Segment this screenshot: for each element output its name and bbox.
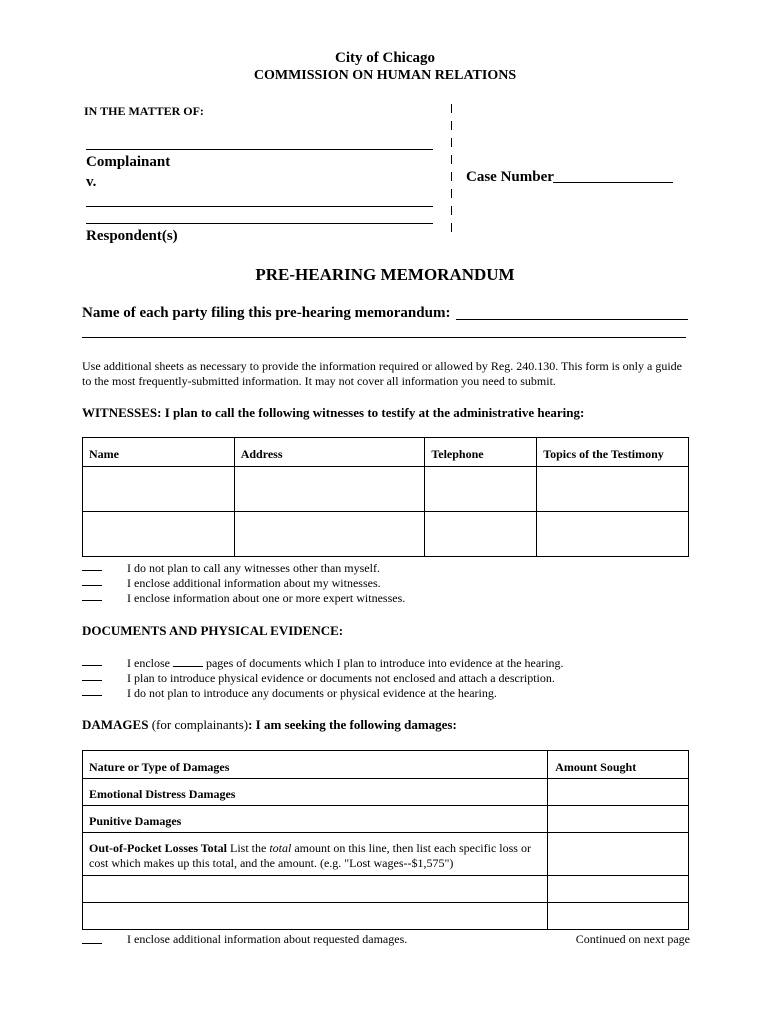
option-text: I do not plan to introduce any documents or physical evidence at the hearing.: [127, 686, 497, 700]
case-number-label: Case Number: [466, 169, 554, 185]
checkbox-blank[interactable]: [82, 932, 102, 944]
documents-heading: DOCUMENTS AND PHYSICAL EVIDENCE:: [82, 623, 344, 638]
respondent-line-2[interactable]: [86, 223, 433, 224]
checkbox-blank[interactable]: [82, 559, 102, 571]
option-text: [127, 656, 564, 671]
caption-divider: [451, 206, 452, 215]
versus-label: v.: [86, 174, 97, 190]
witness-telephone-cell[interactable]: [425, 512, 537, 557]
oop-post: amount on this line, then list each specific loss or cost which makes up this total, and the amount. (e.g. "Lost wages--$1,575"): [89, 841, 531, 870]
option-text: I do not plan to call any witnesses other than myself.: [127, 561, 380, 575]
punitive-amount[interactable]: [548, 806, 689, 833]
loss-amount-cell[interactable]: [548, 903, 689, 930]
list-item: [82, 671, 692, 686]
witness-topics-cell[interactable]: [537, 467, 689, 512]
col-topics: Topics of the Testimony: [537, 438, 689, 467]
witnesses-heading: WITNESSES: I plan to call the following witnesses to testify at the administrative hearing:: [82, 405, 585, 420]
damages-heading: [82, 717, 457, 733]
instructions-text: Use additional sheets as necessary to provide the information required or allowed by Reg. 240.130. This form is only a guide to the most frequently-submitted information. It may not cover all information you need to submit.: [82, 359, 682, 388]
respondents-label: Respondent(s): [86, 228, 178, 244]
out-of-pocket-label: [83, 833, 548, 876]
table-header-row: [83, 438, 689, 467]
witness-address-cell[interactable]: [234, 467, 425, 512]
respondent-line-1[interactable]: [86, 206, 433, 207]
enclose-suffix: pages of documents which I plan to introduce into evidence at the hearing.: [205, 656, 564, 670]
caption-divider: [451, 189, 452, 198]
table-row: [83, 467, 689, 512]
damages-enclose-option: [82, 932, 692, 948]
loss-amount-cell[interactable]: [548, 876, 689, 903]
caption-divider: [451, 121, 452, 130]
caption-divider: [451, 155, 452, 164]
commission-name: COMMISSION ON HUMAN RELATIONS: [253, 68, 517, 83]
list-item: [82, 561, 692, 576]
caption-divider: [451, 104, 452, 113]
table-row: [83, 903, 689, 930]
witness-name-cell[interactable]: [83, 512, 235, 557]
damages-heading-note: (for complainants): [148, 717, 249, 732]
complainant-label: Complainant: [86, 154, 171, 170]
damages-table: [82, 750, 689, 930]
punitive-label: Punitive Damages: [83, 806, 548, 833]
in-the-matter-label: IN THE MATTER OF:: [84, 104, 204, 118]
emotional-distress-amount[interactable]: [548, 779, 689, 806]
table-row: [83, 876, 689, 903]
loss-item-cell[interactable]: [83, 903, 548, 930]
list-item: [82, 656, 692, 671]
complainant-line[interactable]: [86, 149, 433, 150]
emotional-distress-label: Emotional Distress Damages: [83, 779, 548, 806]
caption-divider: [451, 223, 452, 232]
party-filing-field-1[interactable]: [456, 319, 688, 320]
continued-note: Continued on next page: [575, 932, 690, 946]
option-text: I plan to introduce physical evidence or documents not enclosed and attach a description.: [127, 671, 555, 685]
witness-topics-cell[interactable]: [537, 512, 689, 557]
caption-divider: [451, 172, 452, 181]
checkbox-blank[interactable]: [82, 574, 102, 586]
col-damage-type: Nature or Type of Damages: [83, 751, 548, 779]
checkbox-blank[interactable]: [82, 589, 102, 601]
city-name: City of Chicago: [335, 50, 435, 66]
damages-heading-rest: : I am seeking the following damages:: [248, 717, 457, 732]
table-row: [83, 806, 689, 833]
table-row: [83, 833, 689, 876]
page-title: PRE-HEARING MEMORANDUM: [255, 265, 515, 284]
checkbox-blank[interactable]: [82, 684, 102, 696]
page-count-field[interactable]: [173, 656, 203, 667]
col-amount-sought: Amount Sought: [548, 751, 689, 779]
table-row: [83, 512, 689, 557]
col-address: Address: [234, 438, 425, 467]
witness-name-cell[interactable]: [83, 467, 235, 512]
col-telephone: Telephone: [425, 438, 537, 467]
checkbox-blank[interactable]: [82, 669, 102, 681]
option-text: I enclose additional information about requested damages.: [127, 932, 408, 946]
option-text: I enclose additional information about my witnesses.: [127, 576, 381, 590]
checkbox-blank[interactable]: [82, 654, 102, 666]
list-item: [82, 591, 692, 606]
table-row: [83, 779, 689, 806]
witness-options: [82, 561, 692, 606]
party-filing-label: Name of each party filing this pre-hearing memorandum:: [82, 305, 451, 321]
oop-bold: Out-of-Pocket Losses Total: [89, 841, 227, 855]
document-options: [82, 656, 692, 701]
oop-pre: List the: [227, 841, 270, 855]
case-number-field[interactable]: [553, 182, 673, 183]
damages-heading-bold: DAMAGES: [82, 717, 149, 732]
col-name: Name: [83, 438, 235, 467]
caption-divider: [451, 138, 452, 147]
option-text: I enclose information about one or more expert witnesses.: [127, 591, 406, 605]
witnesses-table: [82, 437, 689, 557]
witness-address-cell[interactable]: [234, 512, 425, 557]
out-of-pocket-amount[interactable]: [548, 833, 689, 876]
oop-italic: total: [269, 841, 292, 855]
party-filing-field-2[interactable]: [82, 337, 686, 338]
list-item: [82, 686, 692, 701]
list-item: [82, 576, 692, 591]
witness-telephone-cell[interactable]: [425, 467, 537, 512]
table-header-row: [83, 751, 689, 779]
enclose-prefix: I enclose: [127, 656, 170, 670]
loss-item-cell[interactable]: [83, 876, 548, 903]
